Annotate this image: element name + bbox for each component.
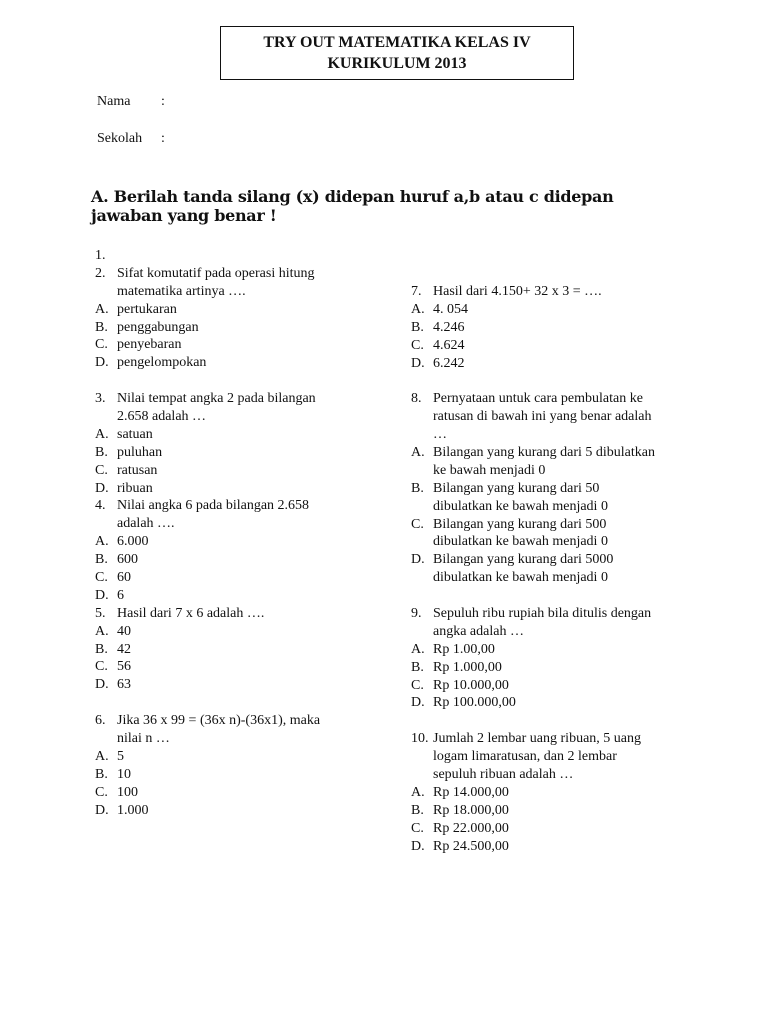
item-number: B.	[411, 319, 424, 335]
item-text: 5	[117, 748, 124, 764]
answer-option	[95, 569, 395, 587]
answer-option	[95, 766, 395, 784]
item-number: C.	[411, 820, 424, 836]
question-line	[95, 283, 395, 301]
item-text: 4.246	[433, 319, 465, 335]
item-number: 4.	[95, 498, 106, 514]
item-text: 4.624	[433, 337, 465, 353]
answer-option	[95, 658, 395, 676]
item-text: Hasil dari 4.150+ 32 x 3 = ….	[433, 284, 602, 299]
item-number: A.	[95, 623, 109, 639]
item-text: 6.242	[433, 355, 465, 371]
item-number: 10.	[411, 731, 429, 747]
item-text: 63	[117, 677, 131, 693]
item-number: C.	[95, 462, 108, 478]
question-line	[411, 426, 711, 444]
question-line	[95, 497, 395, 515]
item-number: 8.	[411, 391, 422, 407]
item-number: D.	[95, 480, 109, 496]
answer-option	[411, 694, 711, 712]
item-text: 4. 054	[433, 301, 468, 317]
item-text: 1.000	[117, 802, 149, 818]
question-line	[411, 569, 711, 587]
item-number: C.	[411, 677, 424, 693]
question-line	[411, 730, 711, 748]
answer-option	[411, 551, 711, 569]
instruction-heading: A. Berilah tanda silang (x) didepan huruf a,b atau c didepan jawaban yang benar !	[91, 187, 614, 225]
title-line-1: TRY OUT MATEMATIKA KELAS IV	[263, 34, 531, 51]
item-text: Nilai tempat angka 2 pada bilangan	[117, 391, 316, 407]
nama-separator: :	[161, 94, 165, 109]
item-number: B.	[95, 319, 108, 335]
item-text: sepuluh ribuan adalah …	[433, 767, 574, 783]
answer-option	[95, 551, 395, 569]
item-number: A.	[95, 426, 109, 442]
question-line	[411, 498, 711, 516]
item-text: Bilangan yang kurang dari 500	[433, 516, 607, 532]
question-line	[411, 462, 711, 480]
item-number: B.	[95, 641, 108, 657]
item-number: B.	[411, 659, 424, 675]
question-line	[95, 408, 395, 426]
item-number: 2.	[95, 265, 106, 281]
item-number: 1.	[95, 248, 106, 263]
item-text: 6.000	[117, 534, 149, 550]
answer-option	[95, 587, 395, 605]
answer-option	[411, 659, 711, 677]
question-line	[95, 247, 395, 265]
item-text: nilai n …	[117, 731, 170, 747]
question-line	[411, 390, 711, 408]
item-text: Hasil dari 7 x 6 adalah ….	[117, 605, 265, 621]
item-text: Rp 1.000,00	[433, 659, 502, 675]
item-number: D.	[95, 355, 109, 371]
answer-option	[411, 480, 711, 498]
item-number: A.	[95, 301, 109, 317]
item-number: D.	[411, 355, 425, 371]
item-number: C.	[411, 337, 424, 353]
answer-option	[95, 354, 395, 372]
item-text: ratusan di bawah ini yang benar adalah	[433, 409, 652, 425]
item-number: B.	[411, 802, 424, 818]
item-number: 9.	[411, 606, 422, 622]
item-number: B.	[411, 480, 424, 496]
question-line	[411, 283, 711, 301]
item-number: A.	[95, 748, 109, 764]
item-text: adalah ….	[117, 516, 175, 532]
answer-option	[411, 444, 711, 462]
item-number: C.	[95, 659, 108, 675]
answer-option	[411, 355, 711, 373]
item-text: Rp 22.000,00	[433, 820, 509, 836]
title-box	[220, 26, 574, 80]
answer-option	[95, 641, 395, 659]
item-text: Rp 100.000,00	[433, 695, 516, 711]
item-number: 7.	[411, 284, 422, 299]
item-text: 10	[117, 766, 131, 782]
question-line	[95, 515, 395, 533]
nama-label: Nama	[97, 94, 131, 109]
item-text: …	[433, 427, 447, 443]
item-number: D.	[411, 838, 425, 854]
item-number: C.	[95, 570, 108, 586]
question-line	[411, 623, 711, 641]
item-number: D.	[95, 802, 109, 818]
sekolah-separator: :	[161, 131, 165, 146]
sekolah-field	[97, 131, 165, 147]
answer-option	[95, 462, 395, 480]
item-text: Bilangan yang kurang dari 5 dibulatkan	[433, 445, 655, 461]
question-line	[95, 712, 395, 730]
right-question-column	[411, 283, 711, 856]
item-text: logam limaratusan, dan 2 lembar	[433, 749, 617, 765]
item-text: Rp 24.500,00	[433, 838, 509, 854]
item-text: puluhan	[117, 444, 163, 460]
answer-option	[411, 641, 711, 659]
item-number: D.	[95, 677, 109, 693]
answer-option	[411, 677, 711, 695]
item-text: dibulatkan ke bawah menjadi 0	[433, 534, 608, 550]
item-text: Sepuluh ribu rupiah bila ditulis dengan	[433, 606, 652, 622]
item-number: B.	[95, 766, 108, 782]
item-text: dibulatkan ke bawah menjadi 0	[433, 570, 608, 586]
answer-option	[95, 336, 395, 354]
item-text: 100	[117, 784, 138, 800]
answer-option	[411, 337, 711, 355]
item-text: ke bawah menjadi 0	[433, 462, 546, 478]
item-text: pengelompokan	[117, 355, 207, 371]
item-number: C.	[95, 784, 108, 800]
spacer	[95, 372, 395, 390]
item-text: Bilangan yang kurang dari 50	[433, 480, 600, 496]
item-number: 6.	[95, 713, 106, 729]
question-line	[95, 730, 395, 748]
item-text: satuan	[117, 426, 153, 442]
item-text: 40	[117, 623, 131, 639]
title-line-2: KURIKULUM 2013	[327, 55, 467, 72]
question-line	[95, 390, 395, 408]
item-number: A.	[95, 534, 109, 550]
spacer	[95, 694, 395, 712]
question-line	[411, 748, 711, 766]
item-number: A.	[411, 784, 425, 800]
item-text: dibulatkan ke bawah menjadi 0	[433, 498, 608, 514]
answer-option	[95, 802, 395, 820]
answer-option	[95, 748, 395, 766]
item-number: 5.	[95, 605, 106, 621]
item-text: 6	[117, 587, 124, 603]
answer-option	[95, 480, 395, 498]
item-number: 3.	[95, 391, 106, 407]
nama-field	[97, 94, 165, 110]
item-text: matematika artinya ….	[117, 283, 246, 299]
question-line	[411, 605, 711, 623]
answer-option	[95, 426, 395, 444]
answer-option	[411, 784, 711, 802]
item-text: ribuan	[117, 480, 153, 496]
item-text: ratusan	[117, 462, 158, 478]
item-text: Jumlah 2 lembar uang ribuan, 5 uang	[433, 731, 642, 747]
spacer	[411, 587, 711, 605]
question-line	[95, 265, 395, 283]
item-text: 600	[117, 552, 138, 568]
answer-option	[95, 533, 395, 551]
answer-option	[95, 444, 395, 462]
spacer	[411, 372, 711, 390]
item-number: A.	[411, 301, 425, 317]
left-question-column	[95, 247, 395, 820]
item-text: Jika 36 x 99 = (36x n)-(36x1), maka	[117, 713, 321, 729]
item-text: Bilangan yang kurang dari 5000	[433, 552, 614, 568]
answer-option	[95, 784, 395, 802]
item-text: Nilai angka 6 pada bilangan 2.658	[117, 498, 310, 514]
item-number: D.	[411, 552, 425, 568]
item-text: Rp 18.000,00	[433, 802, 509, 818]
question-line	[95, 605, 395, 623]
item-number: B.	[95, 444, 108, 460]
item-text: 56	[117, 659, 131, 675]
item-text: Rp 10.000,00	[433, 677, 509, 693]
answer-option	[411, 516, 711, 534]
answer-option	[411, 802, 711, 820]
item-number: D.	[411, 695, 425, 711]
answer-option	[411, 319, 711, 337]
sekolah-label: Sekolah	[97, 131, 143, 146]
question-line	[411, 408, 711, 426]
item-text: angka adalah …	[433, 623, 524, 639]
item-text: pertukaran	[117, 301, 177, 317]
item-text: Sifat komutatif pada operasi hitung	[117, 265, 315, 281]
answer-option	[411, 838, 711, 856]
item-text: 60	[117, 570, 131, 586]
item-text: Rp 14.000,00	[433, 784, 509, 800]
item-number: B.	[95, 552, 108, 568]
item-number: A.	[411, 641, 425, 657]
item-number: D.	[95, 587, 109, 603]
answer-option	[411, 301, 711, 319]
item-text: 42	[117, 641, 131, 657]
spacer	[411, 712, 711, 730]
answer-option	[95, 301, 395, 319]
item-text: penggabungan	[117, 319, 199, 335]
item-text: penyebaran	[117, 337, 182, 353]
item-number: C.	[95, 337, 108, 353]
question-line	[411, 533, 711, 551]
question-line	[411, 766, 711, 784]
item-text: 2.658 adalah …	[117, 409, 207, 425]
item-number: C.	[411, 516, 424, 532]
item-text: Pernyataan untuk cara pembulatan ke	[433, 391, 643, 407]
item-text: Rp 1.00,00	[433, 641, 495, 657]
answer-option	[95, 623, 395, 641]
answer-option	[95, 319, 395, 337]
item-number: A.	[411, 445, 425, 461]
answer-option	[411, 820, 711, 838]
answer-option	[95, 676, 395, 694]
